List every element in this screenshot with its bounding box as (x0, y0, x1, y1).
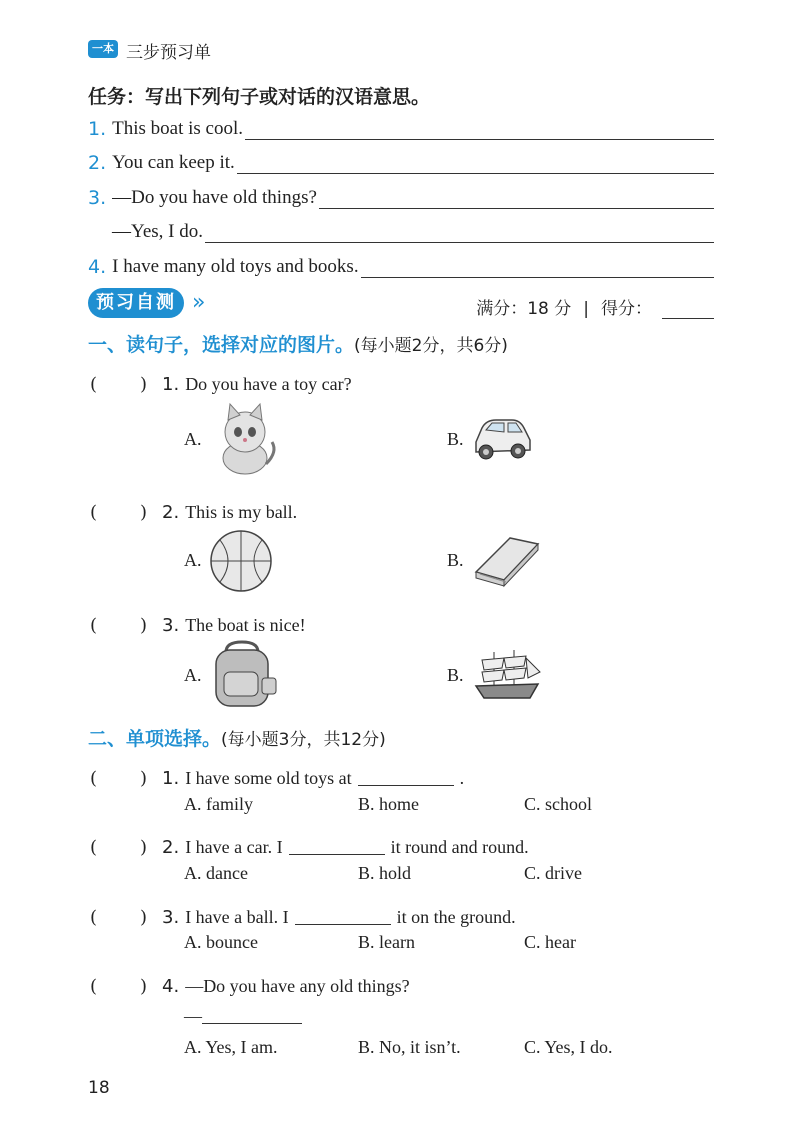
option-b-label: B. (447, 429, 464, 449)
question-number: 2. (162, 502, 180, 523)
question-text-post: . (459, 768, 465, 788)
paren-right: ) (140, 767, 148, 789)
paren-left: ( (90, 836, 98, 858)
section1-heading: 一、读句子，选择对应的图片。 (88, 334, 355, 356)
score-input-line[interactable] (662, 302, 714, 319)
section1-note: (每小题2分，共6分) (354, 336, 508, 356)
s2-question-2 (90, 837, 529, 858)
question-number: 3. (162, 907, 180, 928)
task-item-2 (88, 146, 714, 174)
question-text: This is my ball. (185, 502, 298, 522)
answer-line[interactable] (361, 259, 714, 278)
task-item-number: 2. (88, 152, 107, 174)
option-a-label: A. (184, 429, 202, 449)
question-number: 2. (162, 837, 180, 858)
task-title: 任务：写出下列句子或对话的汉语意思。 (88, 86, 431, 108)
question-number: 3. (162, 615, 180, 636)
task-item-text: —Do you have old things? (112, 187, 317, 208)
s1-question-2 (90, 502, 297, 523)
task-item-text: —Yes, I do. (112, 221, 203, 242)
section2-heading: 二、单项选择。 (88, 728, 222, 750)
paren-right: ) (140, 836, 148, 858)
question-number: 1. (162, 374, 180, 395)
paren-left: ( (90, 373, 98, 395)
fill-blank[interactable] (295, 910, 391, 925)
brand-logo: 一本 (88, 40, 118, 58)
sailing-ship-picture (472, 648, 542, 702)
answer-dash: — (184, 1006, 202, 1026)
answer-dash-line (184, 1006, 308, 1027)
full-score: 满分：18 分 (476, 299, 572, 319)
answer-line[interactable] (205, 224, 714, 243)
option-a-label: A. (184, 665, 202, 685)
option-c[interactable]: C. Yes, I do. (524, 1037, 613, 1057)
s2-question-1 (90, 768, 464, 789)
s1-question-1 (90, 374, 352, 395)
paren-right: ) (140, 614, 148, 636)
option-a[interactable]: A. dance (184, 863, 248, 883)
option-a-label: A. (184, 550, 202, 570)
toy-car-picture (470, 410, 534, 462)
question-number: 4. (162, 976, 180, 997)
option-c[interactable]: C. hear (524, 932, 576, 952)
option-b[interactable]: B. home (358, 794, 419, 814)
book-picture (470, 530, 542, 590)
question-number: 1. (162, 768, 180, 789)
option-b-label: B. (447, 665, 464, 685)
section2-note: (每小题3分，共12分) (221, 730, 386, 750)
page-number: 18 (88, 1078, 110, 1098)
task-item-number: 1. (88, 118, 107, 140)
question-text-post: it round and round. (390, 837, 529, 857)
question-text-pre: I have some old toys at (185, 768, 352, 788)
task-item-text: You can keep it. (112, 152, 235, 173)
section1-title (88, 330, 508, 357)
fill-blank[interactable] (358, 771, 454, 786)
paren-left: ( (90, 767, 98, 789)
task-item-text: This boat is cool. (112, 118, 244, 139)
paren-right: ) (140, 373, 148, 395)
basketball-picture (208, 528, 274, 594)
task-item-number: 4. (88, 256, 107, 278)
s2-question-4 (90, 976, 410, 997)
option-c[interactable]: C. drive (524, 863, 582, 883)
task-item-text: I have many old toys and books. (112, 256, 359, 277)
option-c[interactable]: C. school (524, 794, 593, 814)
s2-question-3 (90, 907, 516, 928)
paren-right: ) (140, 906, 148, 928)
option-b[interactable]: B. learn (358, 932, 415, 952)
answer-line[interactable] (245, 121, 714, 140)
section2-title (88, 724, 386, 751)
question-text: Do you have a toy car? (185, 374, 352, 394)
task-item-3-reply (112, 215, 714, 243)
question-text: The boat is nice! (185, 615, 306, 635)
question-text-pre: I have a car. I (185, 837, 283, 857)
self-test-badge: 预习自测 (88, 288, 184, 318)
task-item-4 (88, 250, 714, 278)
option-a[interactable]: A. family (184, 794, 253, 814)
fill-blank[interactable] (202, 1009, 302, 1024)
paren-right: ) (140, 975, 148, 997)
paren-left: ( (90, 975, 98, 997)
fill-blank[interactable] (289, 840, 385, 855)
task-item-3 (88, 181, 714, 209)
chevron-right-icon: » (192, 290, 206, 315)
option-b[interactable]: B. No, it isn’t. (358, 1037, 461, 1057)
got-score-label: 得分： (601, 299, 652, 319)
question-text-pre: I have a ball. I (185, 907, 289, 927)
paren-left: ( (90, 614, 98, 636)
option-a[interactable]: A. Yes, I am. (184, 1037, 278, 1057)
paren-right: ) (140, 501, 148, 523)
score-box (476, 294, 714, 319)
score-separator: | (583, 299, 589, 319)
option-b[interactable]: B. hold (358, 863, 412, 883)
cat-picture (210, 402, 280, 476)
backpack-picture (206, 638, 280, 710)
option-b-label: B. (447, 550, 464, 570)
answer-line[interactable] (319, 190, 714, 209)
question-text-post: it on the ground. (396, 907, 516, 927)
paren-left: ( (90, 906, 98, 928)
option-a[interactable]: A. bounce (184, 932, 258, 952)
question-text-pre: —Do you have any old things? (185, 976, 410, 996)
answer-line[interactable] (237, 155, 714, 174)
task-item-number: 3. (88, 187, 107, 209)
s1-question-3 (90, 615, 306, 636)
header-title: 三步预习单 (126, 43, 211, 63)
paren-left: ( (90, 501, 98, 523)
task-item-1 (88, 112, 714, 140)
